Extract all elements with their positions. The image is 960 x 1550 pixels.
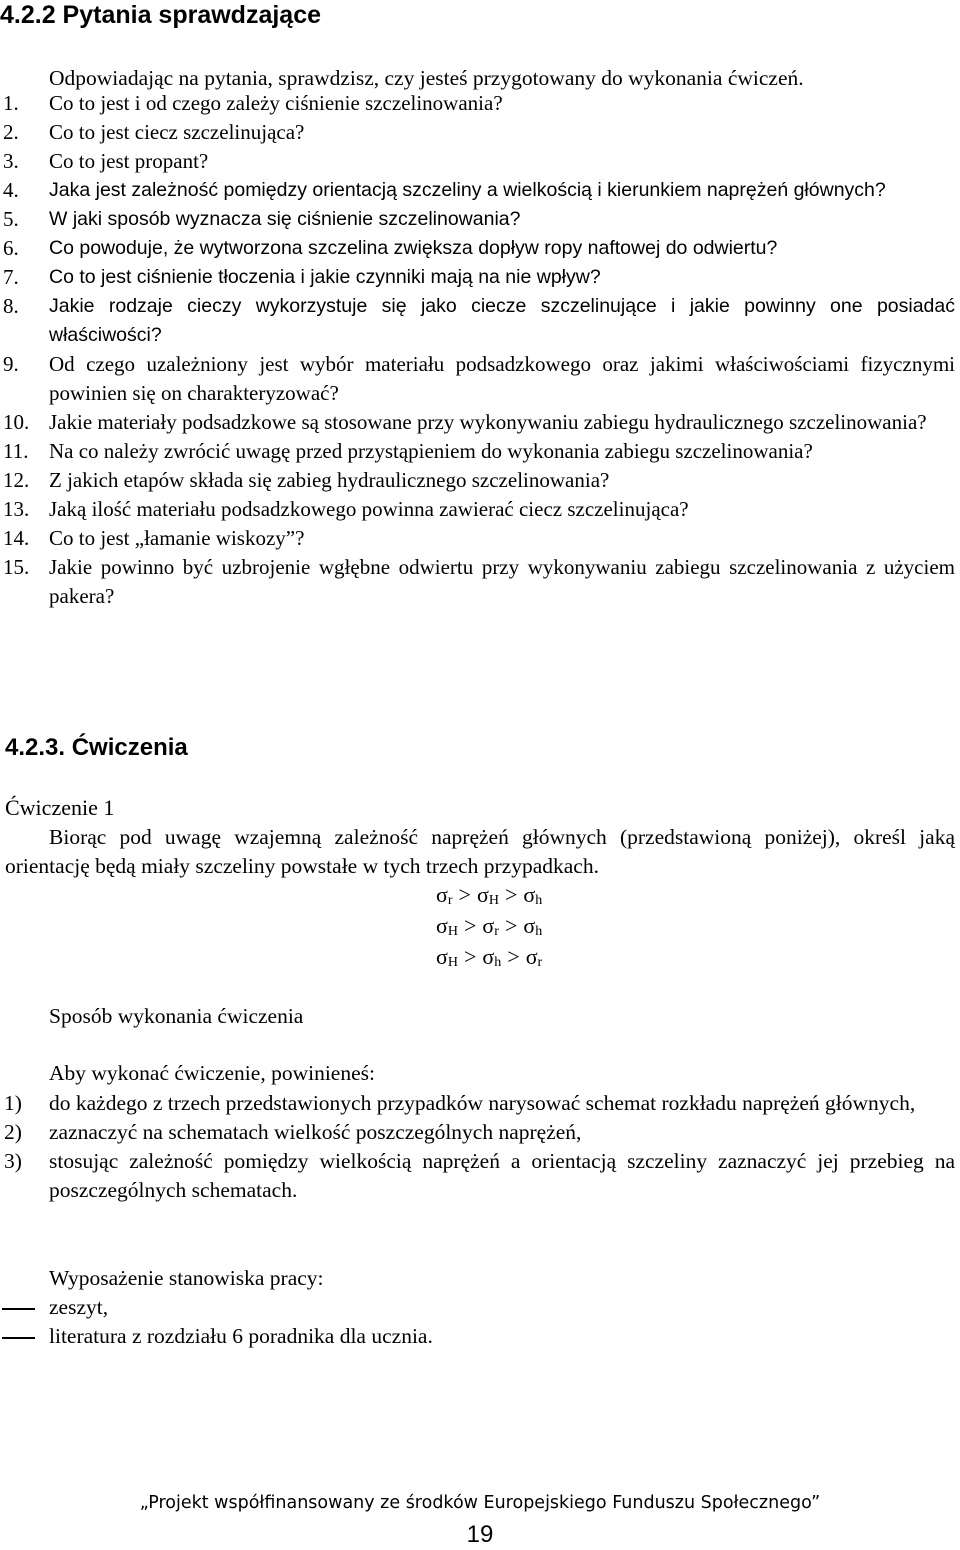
question-item — [0, 263, 955, 292]
question-text: Co to jest ciecz szczelinująca? — [49, 120, 305, 144]
equipment-text: literatura z rozdziału 6 poradnika dla ucznia. — [49, 1324, 433, 1348]
question-text: Jakie rodzaje cieczy wykorzystuje się jako ciecze szczelinujące i jakie powinny one posiadać właściwości? — [49, 295, 955, 346]
sigma-subscript: H — [447, 924, 458, 939]
stress-formula — [436, 913, 736, 944]
sigma-symbol: σ — [436, 882, 448, 907]
todo-intro: Aby wykonać ćwiczenie, powinieneś: — [49, 1061, 375, 1085]
questions-list — [0, 89, 955, 611]
sigma-symbol: σ — [482, 913, 495, 938]
stress-formula — [436, 944, 736, 975]
question-number: 3. — [3, 149, 19, 173]
step-text: do każdego z trzech przedstawionych przypadków narysować schemat rozkładu naprężeń głównych, — [49, 1091, 916, 1115]
question-text: Co to jest propant? — [49, 149, 209, 173]
sigma-subscript: r — [494, 924, 499, 939]
question-item — [0, 234, 955, 263]
dash-bullet-icon — [0, 1293, 49, 1322]
sigma-subscript: H — [447, 955, 458, 970]
stress-formulas — [436, 882, 736, 975]
question-item — [0, 89, 955, 118]
step-text: stosując zależność pomiędzy wielkością naprężeń a orientacją szczeliny zaznaczyć jej przebieg na poszczególnych schematach. — [49, 1149, 955, 1202]
equipment-title: Wyposażenie stanowiska pracy: — [49, 1266, 324, 1290]
question-item — [0, 292, 955, 350]
steps-list — [0, 1089, 955, 1205]
page-footer: „Projekt współfinansowany ze środków Europejskiego Funduszu Społecznego” — [139, 1493, 821, 1513]
question-number: 9. — [3, 352, 19, 376]
sigma-symbol: σ — [482, 944, 495, 969]
question-number: 8. — [3, 294, 19, 318]
sigma-symbol: σ — [523, 882, 536, 907]
stress-formula — [436, 882, 736, 913]
question-item — [0, 553, 955, 611]
question-number: 11. — [3, 439, 29, 463]
question-number: 13. — [3, 497, 30, 521]
step-number: 1) — [4, 1091, 22, 1115]
sigma-subscript: h — [535, 924, 543, 939]
question-number: 2. — [3, 120, 19, 144]
greater-than: > — [458, 882, 471, 907]
question-item — [0, 205, 955, 234]
page-number: 19 — [466, 1521, 494, 1548]
dash-bullet-icon — [0, 1322, 49, 1351]
question-text: Jaką ilość materiału podsadzkowego powinna zawierać ciecz szczelinująca? — [49, 497, 689, 521]
question-item — [0, 524, 955, 553]
question-item — [0, 437, 955, 466]
question-number: 1. — [3, 91, 19, 115]
equipment-list — [0, 1293, 955, 1351]
question-text: Jakie materiały podsadzkowe są stosowane przy wykonywaniu zabiegu hydraulicznego szczelinowania? — [49, 410, 927, 434]
question-number: 12. — [3, 468, 30, 492]
step-number: 2) — [4, 1120, 22, 1144]
question-number: 4. — [3, 178, 19, 202]
question-text: W jaki sposób wyznacza się ciśnienie szczelinowania? — [49, 208, 521, 230]
exercise-description: Biorąc pod uwagę wzajemną zależność naprężeń głównych (przedstawioną poniżej), określ jaką orientację będą miały szczeliny powstałe w tych trzech przypadkach. — [5, 825, 955, 878]
question-text: Co to jest ciśnienie tłoczenia i jakie czynniki mają na nie wpływ? — [49, 266, 601, 288]
step-text: zaznaczyć na schematach wielkość poszczególnych naprężeń, — [49, 1120, 582, 1144]
question-number: 7. — [3, 265, 19, 289]
greater-than: > — [463, 913, 477, 938]
question-item — [0, 466, 955, 495]
question-text: Jakie powinno być uzbrojenie wgłębne odwiertu przy wykonywaniu zabiegu szczelinowania z użyciem pakera? — [49, 555, 955, 608]
step-item — [0, 1147, 955, 1205]
question-text: Od czego uzależniony jest wybór materiału podsadzkowego oraz jakimi właściwościami fizycznymi powinien się on charakteryzować? — [49, 352, 955, 405]
question-item — [0, 408, 955, 437]
question-item — [0, 147, 955, 176]
sigma-subscript: r — [537, 955, 543, 970]
sigma-symbol: σ — [436, 913, 448, 938]
sigma-symbol: σ — [525, 944, 538, 969]
equipment-item — [0, 1322, 955, 1351]
question-number: 10. — [3, 410, 30, 434]
question-text: Co to jest i od czego zależy ciśnienie szczelinowania? — [49, 91, 503, 115]
question-item — [0, 350, 955, 408]
step-item — [0, 1118, 955, 1147]
sigma-subscript: r — [447, 893, 453, 908]
question-text: Z jakich etapów składa się zabieg hydraulicznego szczelinowania? — [49, 468, 610, 492]
sigma-symbol: σ — [436, 944, 448, 969]
exercise-body — [5, 823, 955, 881]
sigma-subscript: h — [494, 955, 502, 970]
equipment-item — [0, 1293, 955, 1322]
section-title: 4.2.2 Pytania sprawdzające — [0, 1, 322, 29]
exercises-title: 4.2.3. Ćwiczenia — [5, 734, 188, 761]
question-text: Co powoduje, że wytworzona szczelina zwiększa dopływ ropy naftowej do odwiertu? — [49, 237, 778, 259]
question-number: 15. — [3, 555, 30, 579]
equipment-text: zeszyt, — [49, 1295, 109, 1319]
question-number: 5. — [3, 207, 19, 231]
step-number: 3) — [4, 1149, 22, 1173]
questions-intro: Odpowiadając na pytania, sprawdzisz, czy jesteś przygotowany do wykonania ćwiczeń. — [49, 66, 804, 90]
question-number: 14. — [3, 526, 30, 550]
question-text: Co to jest „łamanie wiskozy”? — [49, 526, 305, 550]
sigma-subscript: H — [488, 893, 499, 908]
method-title: Sposób wykonania ćwiczenia — [49, 1004, 304, 1028]
question-number: 6. — [3, 236, 19, 260]
exercise-title: Ćwiczenie 1 — [5, 795, 115, 820]
question-text: Na co należy zwrócić uwagę przed przystąpieniem do wykonania zabiegu szczelinowania? — [49, 439, 813, 463]
sigma-symbol: σ — [523, 913, 536, 938]
step-item — [0, 1089, 955, 1118]
question-item — [0, 176, 955, 205]
sigma-symbol: σ — [476, 882, 489, 907]
sigma-subscript: h — [535, 893, 543, 908]
question-item — [0, 495, 955, 524]
greater-than: > — [504, 913, 518, 938]
greater-than: > — [504, 882, 518, 907]
question-text: Jaka jest zależność pomiędzy orientacją szczeliny a wielkością i kierunkiem naprężeń głównych? — [49, 179, 886, 201]
greater-than: > — [463, 944, 477, 969]
greater-than: > — [507, 944, 520, 969]
question-item — [0, 118, 955, 147]
